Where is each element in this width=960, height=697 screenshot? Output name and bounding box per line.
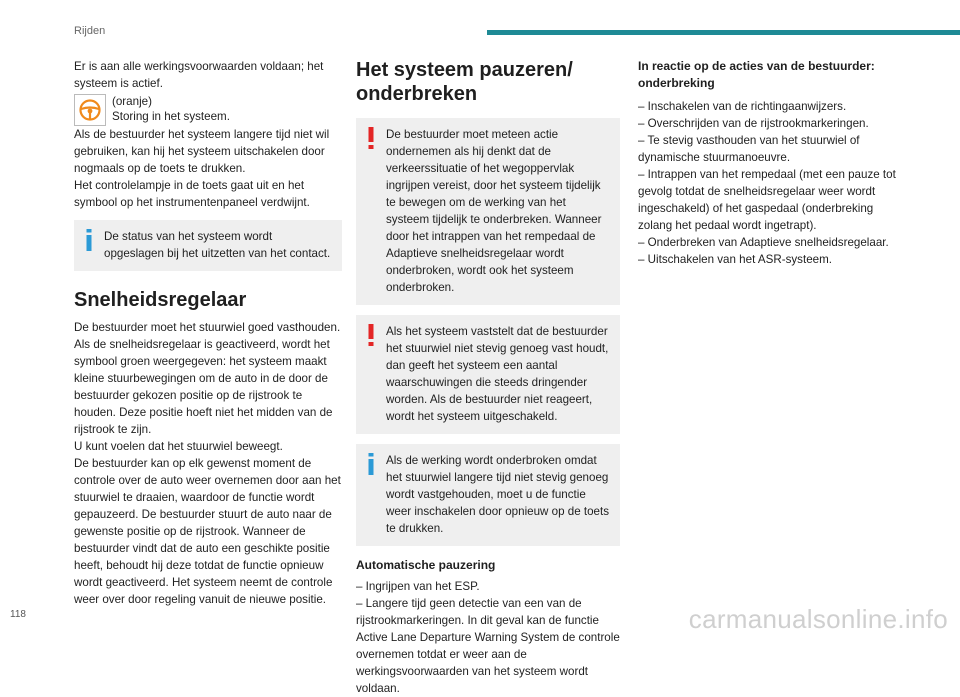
fault-paragraph-2: Het controlelampje in de toets gaat uit en het symbool op het instrumentenpaneel verdwijnt. — [74, 179, 310, 209]
info-icon — [367, 453, 375, 475]
list-item: – Uitschakelen van het ASR-systeem. — [638, 253, 832, 266]
fault-paragraph-1: Als de bestuurder het systeem langere tijd niet wil gebruiken, kan hij het systeem uitschakelen door nogmaals op de toets te drukken. — [74, 128, 330, 175]
status-indicator-row — [74, 94, 342, 126]
warning-box-2 — [356, 315, 620, 434]
column-middle — [356, 58, 620, 697]
driver-action-list — [638, 98, 900, 268]
steering-wheel-icon-graphic — [78, 98, 102, 122]
warning-box-1 — [356, 118, 620, 305]
header-section: Rijden — [74, 25, 106, 37]
list-item: – Inschakelen van de richtingaanwijzers. — [638, 100, 847, 113]
list-item: – Langere tijd geen detectie van een van de rijstrookmarkeringen. In dit geval kan de functie Active Lane Departure Warning System de controle overnemen totdat er weer aan de werkingsvoorwaarden van het systeem wordt voldaan. — [356, 597, 620, 695]
auto-pause-list — [356, 578, 620, 697]
column-right — [638, 58, 900, 268]
auto-pause-title: Automatische pauzering — [356, 558, 496, 572]
body-paragraph-3: U kunt voelen dat het stuurwiel beweegt. — [74, 440, 283, 453]
header-accent-bar — [487, 30, 960, 35]
list-item: – Intrappen van het rempedaal (met een pauze tot gevolg totdat de snelheidsregelaar weer wordt ingeschakeld) of het gaspedaal (onderbreking zolang het pedaal wordt ingetrapt). — [638, 168, 896, 232]
info-icon — [85, 229, 93, 251]
body-paragraph-1: De bestuurder moet het stuurwiel goed vasthouden. — [74, 321, 341, 334]
info-box — [74, 220, 342, 271]
body-paragraph-4: De bestuurder kan op elk gewenst moment de controle over de auto weer overnemen door aan het stuurwiel te draaien, waardoor de functie wordt gepauzeerd. De bestuurder stuurt de auto naar de gewenste positie op de rijstrook. Wanneer de bestuurder vindt dat de auto een geschikte positie heeft, behoudt hij deze totdat de functie opnieuw wordt geactiveerd. Het systeem neemt de controle weer over door regeling vanuit de nieuwe positie. — [74, 457, 341, 606]
watermark: carmanualsonline.info — [688, 604, 948, 634]
intro-text: Er is aan alle werkingsvoorwaarden voldaan; het systeem is actief. — [74, 60, 324, 90]
warning-box-2-text: Als het systeem vaststelt dat de bestuurder het stuurwiel niet stevig genoeg vast houdt, dan geeft het systeem een aantal waarschuwingen die steeds dringender worden. Als de bestuurder niet reageert, wordt het systeem uitgeschakeld. — [386, 325, 609, 423]
section-title-pauzeren: Het systeem pauzeren/ onderbreken — [356, 59, 573, 105]
list-item: – Onderbreken van Adaptieve snelheidsregelaar. — [638, 236, 889, 249]
list-item: – Overschrijden van de rijstrookmarkeringen. — [638, 117, 869, 130]
info-box-2 — [356, 444, 620, 546]
status-description: Storing in het systeem. — [112, 110, 230, 123]
body-paragraph-2: Als de snelheidsregelaar is geactiveerd, wordt het symbool groen weergegeven: het systeem maakt kleine stuurbewegingen om de auto in de door de bestuurder gekozen positie op de rijstrook te houden. Deze positie hoeft niet het midden van de rijstrook te zijn. — [74, 338, 333, 436]
status-color-label: (oranje) — [112, 95, 152, 108]
info-box-2-text: Als de werking wordt onderbroken omdat het stuurwiel langere tijd niet stevig genoeg wordt vastgehouden, moet u de functie weer inschakelen door opnieuw op de toets te drukken. — [386, 454, 610, 535]
status-icon-text — [112, 94, 230, 124]
warning-box-1-text: De bestuurder moet meteen actie ondernemen als hij denkt dat de verkeerssituatie of het wegoppervlak ingrijpen vereist, door het systeem tijdelijk te bewegen om de werking van het systeem tijdelijk te onderbreken. Wanneer door het intrappen van het rempedaal de Adaptieve snelheidsregelaar wordt onderbroken, wordt ook het systeem onderbroken. — [386, 128, 602, 294]
list-item: – Ingrijpen van het ESP. — [356, 580, 480, 593]
warning-icon — [367, 324, 375, 346]
list-item: – Te stevig vasthouden van het stuurwiel of dynamische stuurmanoeuvre. — [638, 134, 860, 164]
page-number: 118 — [10, 609, 26, 620]
section-title-snelheidsregelaar: Snelheidsregelaar — [74, 289, 247, 311]
info-box-text: De status van het systeem wordt opgeslagen bij het uitzetten van het contact. — [104, 230, 331, 260]
column-left — [74, 58, 342, 608]
warning-icon — [367, 127, 375, 149]
steering-wheel-icon — [74, 94, 106, 126]
driver-action-title: In reactie op de acties van de bestuurder: onderbreking — [638, 59, 875, 90]
